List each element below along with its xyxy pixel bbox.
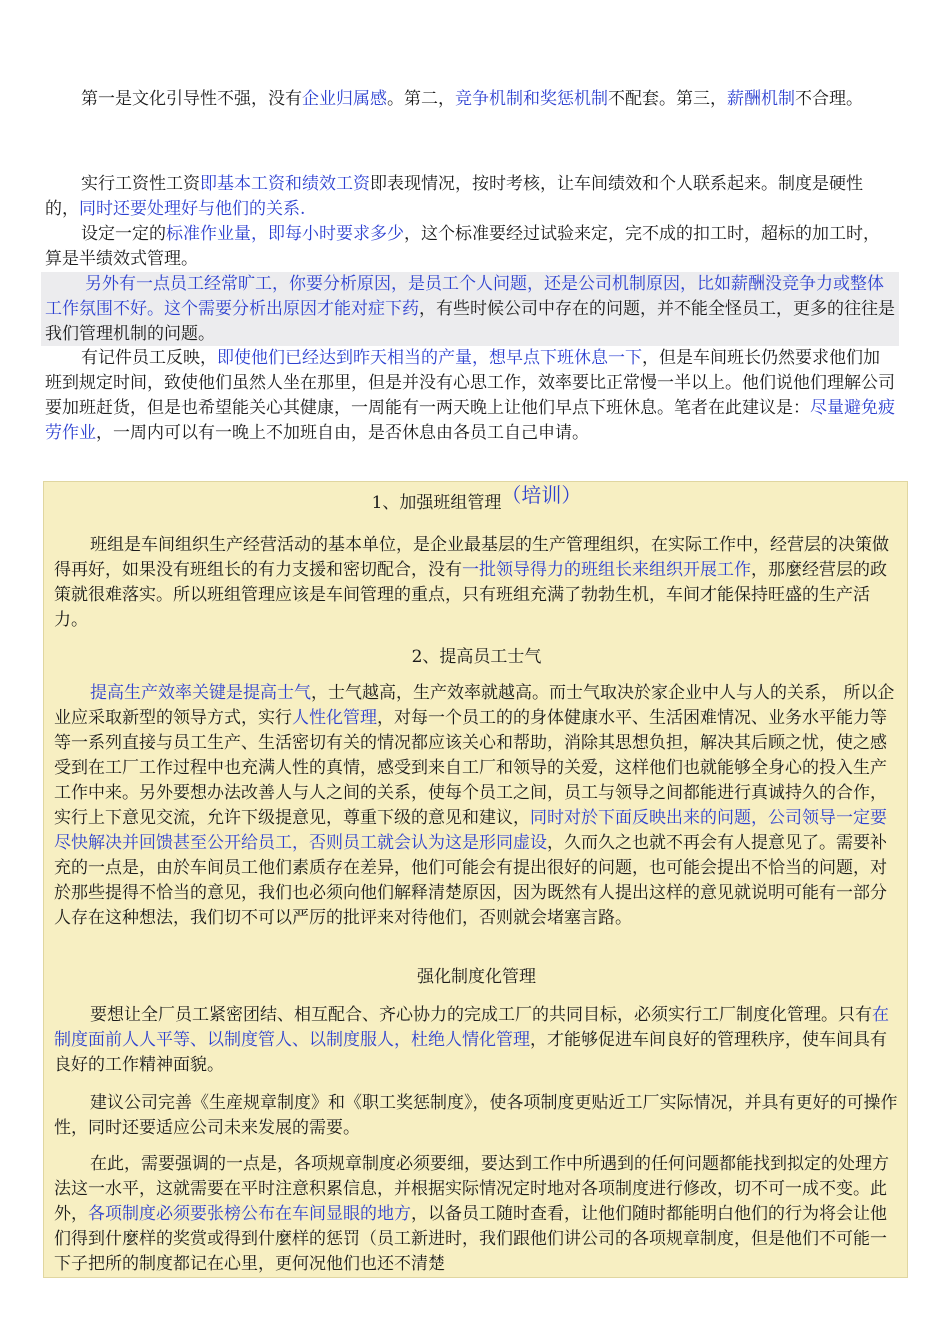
highlight-relationship: 同时还要处理好与他们的关系.	[79, 199, 306, 219]
paragraph-details: 在此，需要强调的一点是，各项规章制度必须要细，要达到工作中所遇到的任何问题都能找到拟定的处理方法这一水平，这就需要在平时注意积累信息，并根据实际情况定时地对各项制度进行修改，切不可一成不变。此外，各项制度必须要张榜公布在车间显眼的地方，以备员工随时查看，让他们随时都能明白他们的行为将会让他们得到什麼样的奖赏或得到什麼样的惩罚（员工新进时，我们跟他们讲公司的各项规章制度，但是他们不可能一下子把所的制度都记在心里，更何况他们也还不清楚	[54, 1154, 889, 1274]
heading-morale: 2、提高员工士气	[411, 647, 542, 667]
paragraph-problems: 第一是文化引导性不强，没有企业归属感。第二，竞争机制和奖惩机制不配套。第三，薪酬机制不合理。	[81, 89, 863, 109]
highlight-feedback: 同时对於下面反映出来的问题，公司领导一定要尽快解决并回馈甚至公开给员工，否则员工就会认为这是形同虚设	[54, 808, 887, 853]
heading-system-management: 强化制度化管理	[417, 967, 536, 987]
management-box	[43, 481, 908, 1278]
paragraph-morale: 提高生产效率关键是提高士气，士气越高，生产效率就越高。而士气取决於家企业中人与人的关系， 所以企业应采取新型的领导方式，实行人性化管理，对每一个员工的的身体健康水平、生活困难情况、业务水平能力等等一系列直接与员工生产、生活密切有关的情况都应该关心和帮助，消除其思想负担，解决其后顾之忧，使之感受到在工厂工作过程中也充满人性的真情，感受到来自工厂和领导的关爱，这样他们也就能够全身心的投入生产工作中来。另外要想办法改善人与人之间的关系，使每个员工之间，员工与领导之间都能进行真诚持久的合作，实行上下意见交流，允许下级提意见，尊重下级的意见和建议，同时对於下面反映出来的问题，公司领导一定要尽快解决并回馈甚至公开给员工，否则员工就会认为这是形同虚设，久而久之也就不再会有人提意见了。需要补充的一点是，由於车间员工他们素质存在差异，他们可能会有提出很好的问题，也可能会提出不恰当的问题，对於那些提得不恰当的意见，我们也必须向他们解释清楚原因，因为既然有人提出这样的意见就说明可能有一部分人存在这种想法，我们切不可以严厉的批评来对待他们，否则就会堵塞言路。	[54, 683, 895, 928]
highlight-absence: 另外有一点员工经常旷工，你要分析原因，是员工个人问题，还是公司机制原因，比如薪酬没竞争力或整体工作氛围不好。这个需要分析出原因才能对症下药	[45, 274, 884, 319]
highlight-fatigue: 尽量避免疲劳作业	[45, 398, 895, 443]
paragraph-absence: 另外有一点员工经常旷工，你要分析原因，是员工个人问题，还是公司机制原因，比如薪酬没竞争力或整体工作氛围不好。这个需要分析出原因才能对症下药，有些时候公司中存在的问题，并不能全怪员工，更多的往往是我们管理机制的问题。	[41, 272, 899, 346]
highlight-belonging: 企业归属感	[302, 89, 387, 109]
highlight-basic-wage: 即基本工资和绩效工资	[200, 174, 370, 194]
heading-training-note: （培训）	[501, 483, 582, 507]
heading-team-management: 1、加强班组管理（培训）	[371, 483, 582, 513]
highlight-salary: 薪酬机制	[727, 89, 795, 109]
highlight-competition: 竞争机制和奖惩机制	[455, 89, 608, 109]
highlight-morale: 提高生产效率关键是提高士气	[90, 683, 311, 703]
highlight-early-leave: 即使他们已经达到昨天相当的产量，想早点下班休息一下	[217, 348, 642, 368]
paragraph-standard: 设定一定的标准作业量，即每小时要求多少，这个标准要经过试验来定，完不成的扣工时，超标的加工时，算是半绩效式管理。	[45, 224, 880, 269]
paragraph-system: 要想让全厂员工紧密团结、相互配合、齐心协力的完成工厂的共同目标，必须实行工厂制度化管理。只有在制度面前人人平等、以制度管人、以制度服人，杜绝人情化管理，才能够促进车间良好的管理秩序，使车间具有良好的工作精神面貌。	[54, 1005, 889, 1075]
highlight-humanized: 人性化管理	[292, 708, 377, 728]
highlight-team-leaders: 一批领导得力的班组长来组织开展工作	[462, 560, 751, 580]
paragraph-overtime: 有记件员工反映，即使他们已经达到昨天相当的产量，想早点下班休息一下，但是车间班长仍然要求他们加班到规定时间，致使他们虽然人坐在那里，但是并没有心思工作，效率要比正常慢一半以上。他们说他们理解公司要加班赶货，但是也希望能关心其健康，一周能有一两天晚上让他们早点下班休息。笔者在此建议是：尽量避免疲劳作业，一周内可以有一晚上不加班自由，是否休息由各员工自己申请。	[45, 348, 895, 443]
highlight-equality: 在制度面前人人平等、以制度管人、以制度服人，杜绝人情化管理	[54, 1005, 889, 1050]
paragraph-suggestion: 建议公司完善《生産规章制度》和《职工奖惩制度》，使各项制度更贴近工厂实际情况，并具有更好的可操作性，同时还要适应公司未来发展的需要。	[54, 1093, 898, 1138]
paragraph-wage: 实行工资性工资即基本工资和绩效工资即表现情况，按时考核，让车间绩效和个人联系起来。制度是硬性的，同时还要处理好与他们的关系.	[45, 174, 863, 219]
highlight-posting: 各项制度必须要张榜公布在车间显眼的地方	[88, 1204, 411, 1224]
paragraph-team: 班组是车间组织生产经营活动的基本单位，是企业最基层的生产管理组织，在实际工作中，经营层的决策做得再好，如果没有班组长的有力支援和密切配合，没有一批领导得力的班组长来组织开展工作，那麼经营层的政策就很难落实。所以班组管理应该是车间管理的重点，只有班组充满了勃勃生机，车间才能保持旺盛的生产活力。	[54, 535, 889, 630]
highlight-standard-workload: 标准作业量，即每小时要求多少	[166, 224, 404, 244]
